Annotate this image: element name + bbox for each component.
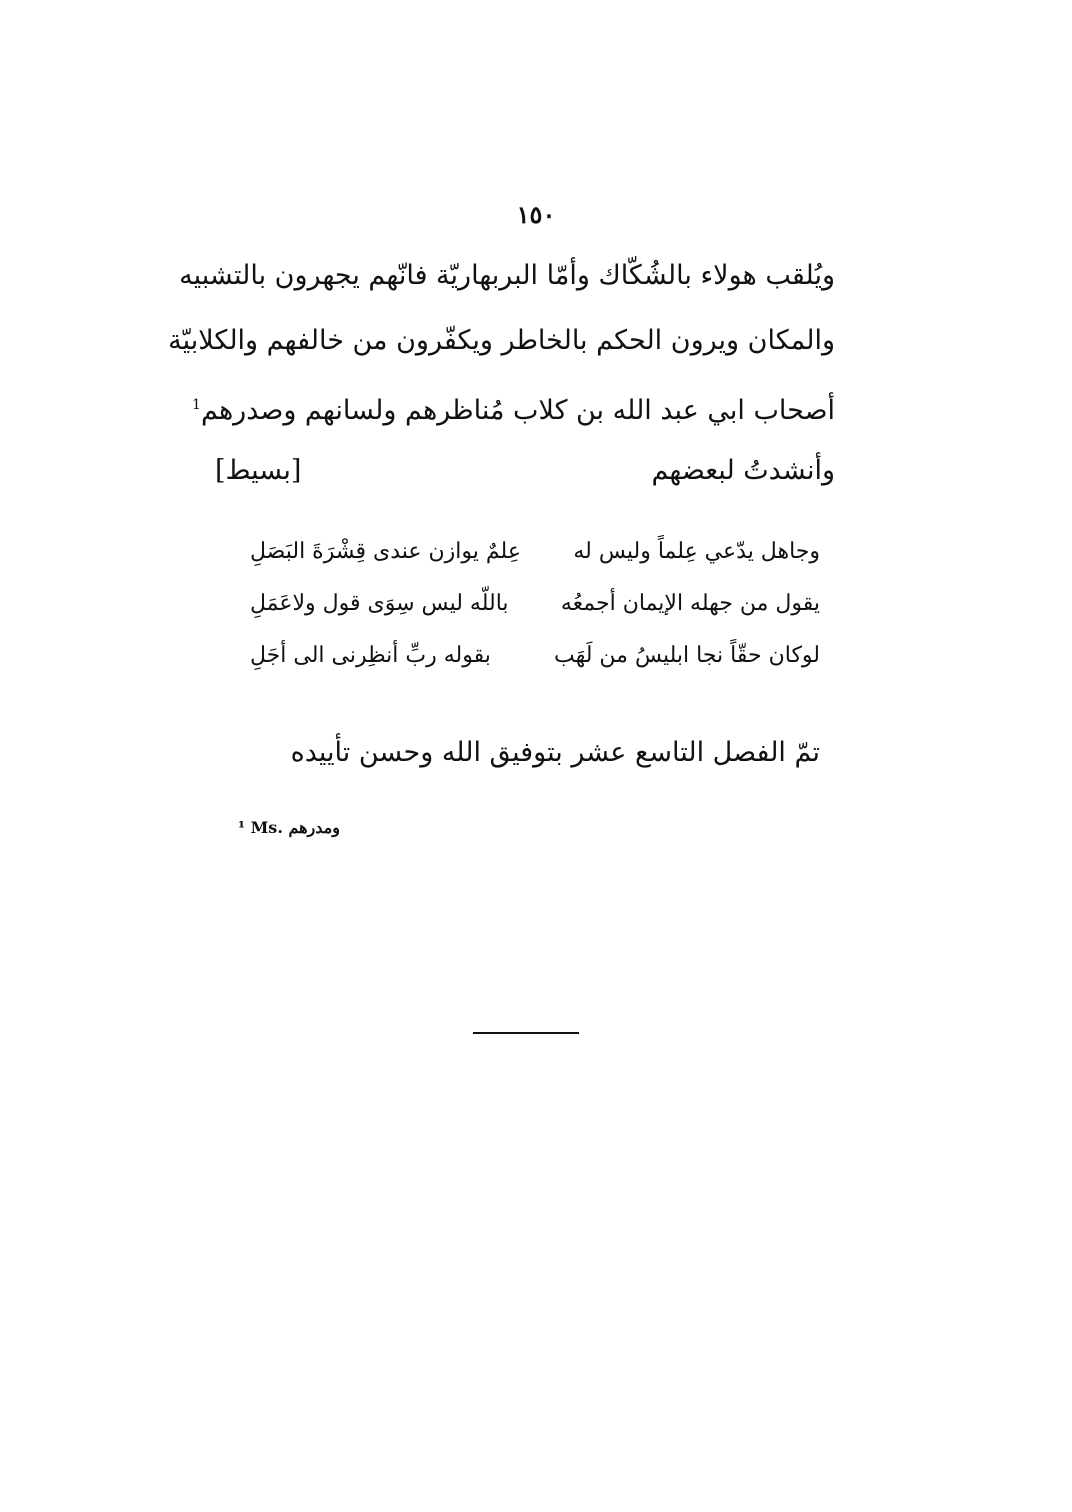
footnote-reference: 1 bbox=[192, 397, 201, 413]
paragraph-last-line bbox=[215, 453, 835, 518]
verse-first-hemistich: لوكان حقّاً نجا ابليسُ من لَهَب bbox=[553, 643, 820, 668]
verse-second-hemistich: باللّه ليس سِوَى قول ولاعَمَلِ bbox=[250, 591, 509, 616]
page-number: ١٥٠ bbox=[516, 200, 556, 229]
main-paragraph bbox=[168, 258, 835, 518]
footnote-marker: ¹ bbox=[238, 818, 246, 837]
meter-label: [بسيط] bbox=[215, 455, 302, 486]
poem-verse bbox=[250, 590, 820, 642]
poem bbox=[250, 538, 820, 694]
footnote-text: Ms. ومدرهم bbox=[250, 818, 340, 837]
end-rule bbox=[473, 1032, 579, 1034]
recitation-intro: وأنشدتُ لبعضهم bbox=[651, 455, 835, 486]
verse-first-hemistich: وجاهل يدّعي عِلماً وليس له bbox=[573, 539, 820, 564]
poem-verse bbox=[250, 642, 820, 694]
verse-second-hemistich: بقوله ربِّ أنظِرنى الى أجَلِ bbox=[250, 643, 491, 668]
paragraph-line-text: أصحاب ابي عبد الله بن كلاب مُناظرهم ولسانهم وصدرهم bbox=[200, 395, 835, 426]
paragraph-line: والمكان ويرون الحكم بالخاطر ويكفّرون من خالفهم والكلابيّة bbox=[168, 325, 835, 356]
verse-second-hemistich: عِلمٌ يوازن عندى قِشْرَةَ البَصَلِ bbox=[250, 539, 521, 564]
chapter-closing-line: تمّ الفصل التاسع عشر بتوفيق الله وحسن تأييده bbox=[290, 737, 820, 768]
verse-first-hemistich: يقول من جهله الإيمان أجمعُه bbox=[560, 591, 820, 616]
footnote bbox=[238, 818, 340, 837]
paragraph-line bbox=[192, 388, 835, 453]
paragraph-line: ويُلقب هولاء بالشُكّاك وأمّا البربهاريّة فانّهم يجهرون بالتشبيه bbox=[179, 260, 835, 291]
poem-verse bbox=[250, 538, 820, 590]
